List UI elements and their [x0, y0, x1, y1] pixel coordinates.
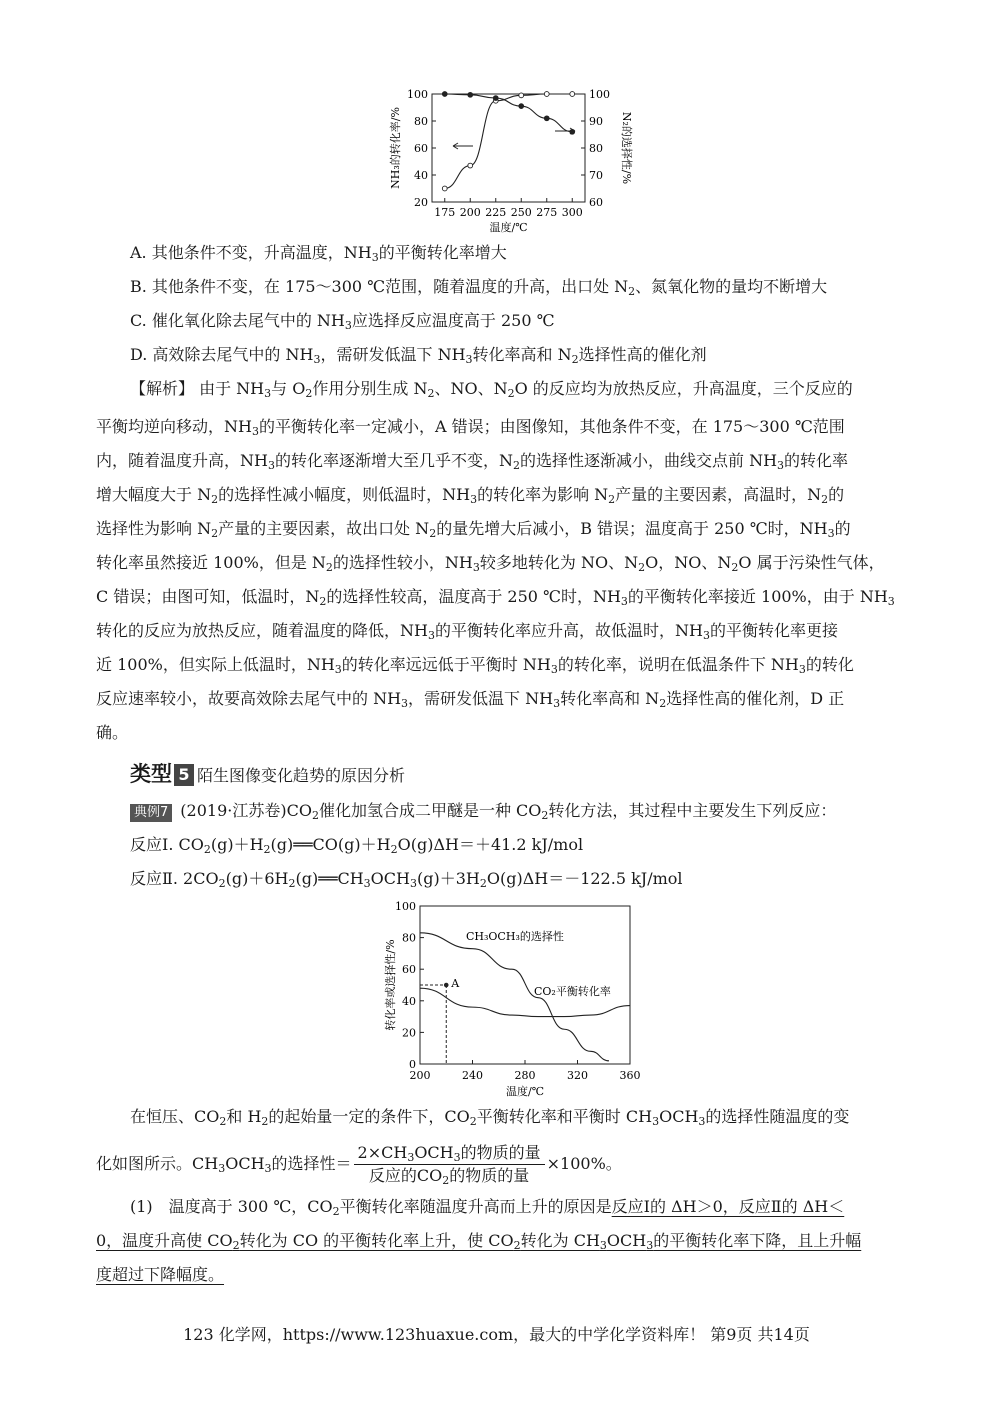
- analysis-line: 内，随着温度升高，$NH_3$的转化率逐渐增大至几乎不变，$N_2$的选择性逐渐减小，曲线交点前 $NH_3$的转化率: [96, 451, 849, 472]
- question-1-text: (1) 温度高于 300 ℃，$CO_2$平衡转化率随温度升高而上升的原因是: [130, 1197, 612, 1218]
- x-tick-label: 275: [536, 206, 558, 219]
- fraction-denominator: 反应的$CO_2$的物质的量: [368, 1166, 530, 1187]
- plot-frame: [432, 94, 585, 202]
- selectivity-fraction: [354, 1142, 545, 1187]
- analysis-line: 增大幅度大于 $N_2$的选择性减小幅度，则低温时，$NH_3$的转化率为影响 $N_2$产量的主要因素，高温时，$N_2$的: [96, 485, 845, 506]
- analysis-line: 转化率虽然接近 100%，但是 $N_2$的选择性较小，$NH_3$较多地转化为 NO、$N_2O$，NO、$N_2O$ 属于污染性气体，: [96, 553, 885, 574]
- n2-point: [442, 92, 447, 97]
- x-tick-label: 360: [619, 1069, 641, 1082]
- y-tick-label: 100: [395, 900, 416, 913]
- analysis-line: 【解析】 由于 $NH_3$与 $O_2$作用分别生成 $N_2$、NO、$N_2O$ 的反应均为放热反应，升高温度，三个反应的: [130, 379, 853, 400]
- x-tick-label: 320: [567, 1069, 588, 1082]
- x-tick-label: 280: [514, 1069, 536, 1082]
- left-tick-label: 20: [414, 196, 428, 209]
- left-tick-label: 60: [414, 142, 428, 155]
- nh3-point: [519, 93, 524, 98]
- section-number: 5: [174, 764, 194, 786]
- y-tick-label: 20: [402, 1026, 416, 1040]
- right-tick-label: 90: [589, 115, 603, 128]
- y-axis-label: 转化率或选择性/%: [384, 939, 397, 1031]
- series-label-conversion: CO₂平衡转化率: [534, 985, 611, 998]
- y-tick-label: 80: [402, 931, 416, 945]
- x-tick-label: 200: [459, 206, 481, 219]
- x-axis-label: 温度/℃: [505, 1085, 545, 1098]
- answer-1-part-3: 度超过下降幅度。: [96, 1265, 225, 1284]
- analysis-line: C 错误；由图可知，低温时，$N_2$的选择性较高，温度高于 250 ℃时，$NH_3$的平衡转化率接近 100%，由于 $NH_3$: [96, 587, 895, 608]
- y-tick-label: 40: [402, 994, 416, 1008]
- section-subtitle: 陌生图像变化趋势的原因分析: [197, 766, 406, 785]
- x-tick-label: 240: [462, 1069, 483, 1082]
- left-tick-label: 40: [414, 169, 428, 182]
- example-badge: 典例7: [130, 804, 172, 822]
- x-tick-label: 225: [485, 206, 507, 219]
- page-footer: 123 化学网，https://www.123huaxue.com，最大的中学化学资料库！ 第9页 共14页: [183, 1325, 810, 1344]
- right-tick-label: 80: [589, 142, 603, 155]
- n2-point: [493, 96, 498, 101]
- right-tick-label: 70: [589, 169, 603, 182]
- analysis-line: 近 100%，但实际上低温时，$NH_3$的转化率远远低于平衡时 $NH_3$的转化率，说明在低温条件下 $NH_3$的转化: [96, 655, 854, 676]
- selectivity-suffix: ×100%。: [546, 1154, 622, 1173]
- chart-co2-conversion: [380, 896, 650, 1101]
- point-a-label: A: [451, 977, 460, 990]
- right-tick-label: 100: [589, 88, 610, 101]
- analysis-line: 反应速率较小，故要高效除去尾气中的 $NH_3$，需研发低温下 $NH_3$转化率高和 $N_2$选择性高的催化剂，D 正: [96, 689, 845, 710]
- series-line: [445, 94, 573, 189]
- example-intro: [130, 800, 836, 822]
- point-a-marker: [444, 983, 449, 988]
- x-tick-label: 175: [434, 206, 456, 219]
- analysis-line: 确。: [96, 723, 129, 742]
- option-d: D. 高效除去尾气中的 $NH_3$，需研发低温下 $NH_3$转化率高和 $N_2$选择性高的催化剂: [130, 345, 707, 366]
- right-arrow-icon: [555, 128, 575, 134]
- example-intro-text: (2019·江苏卷)$CO_2$催化加氢合成二甲醚是一种 $CO_2$转化方法，其过程中主要发生下列反应：: [180, 801, 837, 822]
- nh3-point: [442, 186, 447, 191]
- analysis-line: 平衡均逆向移动，$NH_3$的平衡转化率一定减小，A 错误；由图像知，其他条件不变，在 175～300 ℃范围: [96, 417, 845, 438]
- fraction-numerator: $2\times CH_3OCH_3$的物质的量: [354, 1142, 545, 1165]
- x-tick-label: 250: [510, 206, 532, 219]
- reaction-1: 反应Ⅰ. $CO_2(g)+H_2(g)══CO(g)+H_2O(g)\Delta H=+41.2$ kJ/mol: [130, 835, 584, 856]
- left-tick-label: 100: [407, 88, 428, 101]
- left-axis-label: NH₃的转化率/%: [389, 107, 402, 189]
- section-label: 类型: [130, 762, 172, 786]
- n2-point: [468, 92, 473, 97]
- body-paragraph-1: 在恒压、$CO_2$和 $H_2$的起始量一定的条件下，$CO_2$平衡转化率和平衡时 $CH_3OCH_3$的选择性随温度的变: [130, 1107, 850, 1128]
- analysis-line: 选择性为影响 $N_2$产量的主要因素，故出口处 $N_2$的量先增大后减小，B 错误；温度高于 250 ℃时，$NH_3$的: [96, 519, 851, 540]
- nh3-point: [544, 92, 549, 97]
- option-b: B. 其他条件不变，在 175～300 ℃范围，随着温度的升高，出口处 $N_2$、氮氧化物的量均不断增大: [130, 277, 828, 298]
- y-tick-label: 0: [409, 1058, 416, 1071]
- nh3-point: [570, 92, 575, 97]
- x-axis-label: 温度/℃: [489, 221, 528, 234]
- right-axis-label: N₂的选择性/%: [620, 111, 633, 185]
- option-c: C. 催化氧化除去尾气中的 $NH_3$应选择反应温度高于 250 ℃: [130, 311, 555, 332]
- left-arrow-icon: [453, 143, 473, 149]
- left-tick-label: 80: [414, 115, 428, 128]
- x-tick-label: 300: [561, 206, 583, 219]
- nh3-point: [468, 163, 473, 168]
- section-heading: [130, 758, 405, 788]
- question-1: [130, 1196, 844, 1218]
- answer-1-part-1: 反应Ⅰ的 ΔH＞0，反应Ⅱ的 ΔH＜: [611, 1197, 845, 1216]
- series-label-selectivity: CH₃OCH₃的选择性: [466, 930, 564, 943]
- analysis-line: 转化的反应为放热反应，随着温度的降低，$NH_3$的平衡转化率应升高，故低温时，$NH_3$的平衡转化率更接: [96, 621, 838, 642]
- reaction-2: 反应Ⅱ. $2CO_2(g)+6H_2(g)══CH_3OCH_3(g)+3H_2O(g)\Delta H=-122.5$ kJ/mol: [130, 869, 683, 890]
- chart-nh3-conversion: [385, 88, 633, 236]
- answer-1-part-2: 0，温度升高使 $CO_2$转化为 CO 的平衡转化率上升，使 $CO_2$转化为 $CH_3OCH_3$的平衡转化率下降，且上升幅: [96, 1231, 862, 1252]
- series-line: [445, 94, 573, 132]
- y-tick-label: 60: [402, 963, 416, 977]
- body-paragraph-2: [96, 1142, 622, 1187]
- selectivity-prefix: 化如图所示。$CH_3OCH_3$的选择性＝: [96, 1154, 352, 1175]
- option-a: A. 其他条件不变，升高温度，$NH_3$的平衡转化率增大: [130, 243, 507, 264]
- n2-point: [519, 104, 524, 109]
- right-tick-label: 60: [589, 196, 603, 209]
- n2-point: [544, 116, 549, 121]
- x-tick-label: 200: [409, 1069, 431, 1082]
